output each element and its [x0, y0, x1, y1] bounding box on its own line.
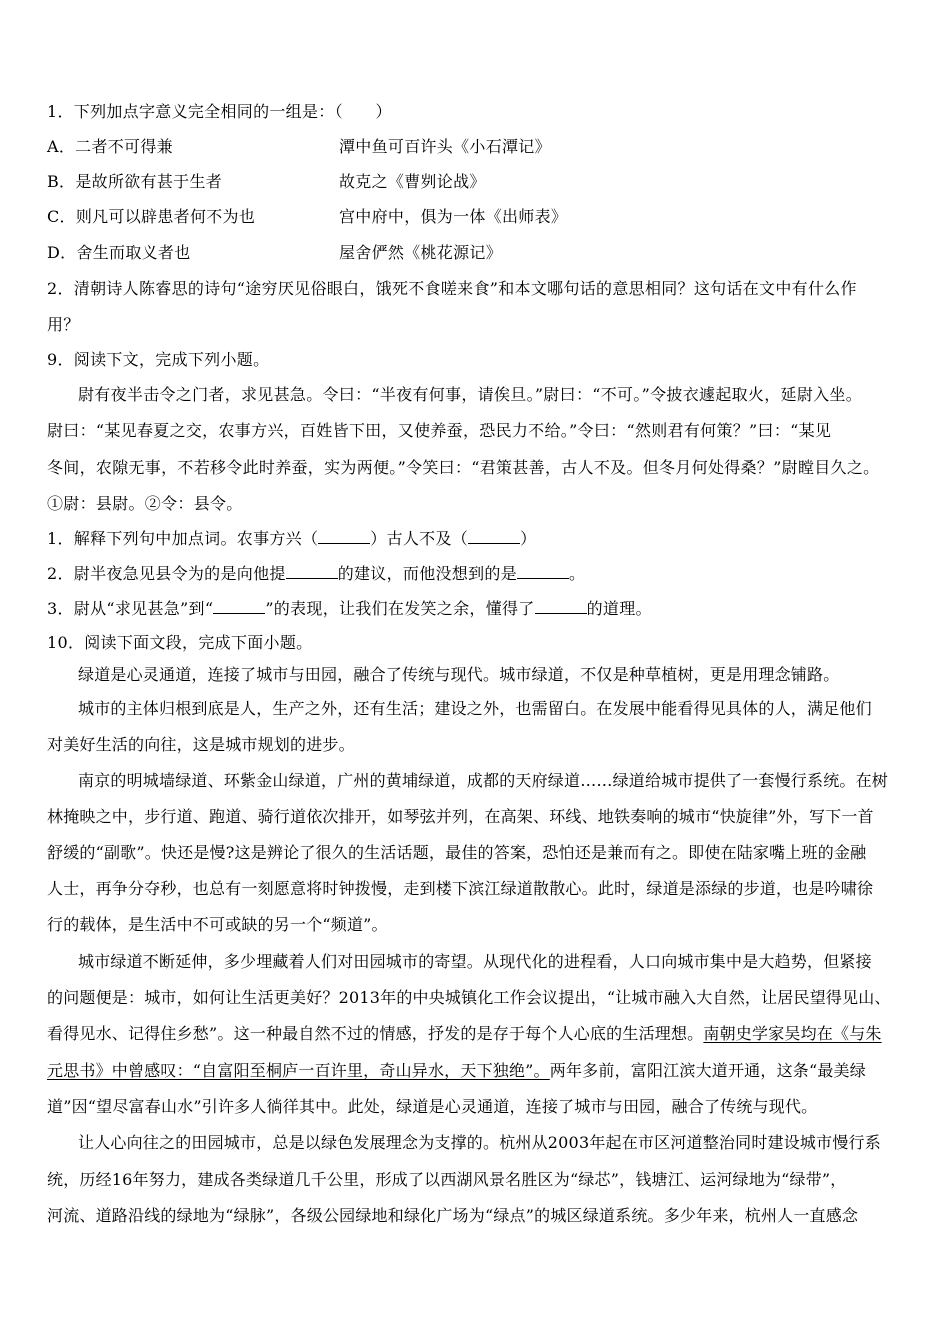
q10-para3-line1: 南京的明城墙绿道、环紫金山绿道，广州的黄埔绿道，成都的天府绿道……绿道给城市提供了一套慢行系统。在树 [78, 771, 889, 790]
q10-para1-line1: 绿道是心灵通道，连接了城市与田园，融合了传统与现代。城市绿道，不仅是种草植树，更是用理念铺路。 [78, 665, 840, 684]
q10-para5-line3: 河流、道路沿线的绿地为“绿脉”，各级公园绿地和绿化广场为“绿点”的城区绿道系统。多少年来，杭州人一直感念 [47, 1206, 859, 1225]
underlined-quote: 南朝史学家吴均在《与朱 [703, 1024, 882, 1043]
q10-para2-line2: 对美好生活的向往，这是城市规划的进步。 [47, 735, 355, 754]
q9-passage-line-3: 冬间，农隙无事，不若移令此时养蚕，实为两便。”令笑曰：“君策甚善，古人不及。但冬月何处得桑？”尉瞠目久之。 [47, 458, 880, 477]
q10-para4-line5: 道”因“望尽富春山水”引许多人徜徉其中。此处，绿道是心灵通道，连接了城市与田园，融合了传统与现代。 [47, 1097, 818, 1116]
answer-blank[interactable] [286, 564, 338, 579]
q9-sub-3: 3．尉从“求见甚急”到“ ”的表现，让我们在发笑之余，懂得了 的道理。 [47, 599, 652, 618]
q9-sub-2: 2．尉半夜急见县令为的是向他提 的建议，而他没想到的是 。 [47, 564, 586, 583]
underlined-quote: 元思书》中曾感叹：“自富阳至桐庐一百许里，奇山异水，天下独绝”。 [47, 1061, 550, 1080]
question-2-line-1: 2．清朝诗人陈睿思的诗句“途穷厌见俗眼白，饿死不食嗟来食”和本文哪句话的意思相同？这句话在文中有什么作 [47, 279, 857, 298]
answer-blank[interactable] [213, 599, 265, 614]
q9-notes: ①尉：县尉。②令：县令。 [47, 494, 243, 513]
option-c: C．则凡可以辟患者何不为也 宫中府中，俱为一体《出师表》 [47, 207, 568, 226]
q10-para4-line1: 城市绿道不断延伸，多少埋藏着人们对田园城市的寄望。从现代化的进程看，人口向城市集中是大趋势，但紧接 [78, 952, 872, 971]
q10-para4-line4: 元思书》中曾感叹：“自富阳至桐庐一百许里，奇山异水，天下独绝”。两年多前，富阳江滨大道开通，这条“最美绿 [47, 1061, 866, 1080]
question-9-title: 9．阅读下文，完成下列小题。 [47, 350, 270, 369]
answer-blank[interactable] [517, 564, 569, 579]
q9-passage-line-1: 尉有夜半击令之门者，求见甚急。令曰：“半夜有何事，请俟旦。”尉曰：“不可。”令披衣遽起取火，延尉入坐。 [78, 385, 863, 404]
question-1-stem: 1．下列加点字意义完全相同的一组是：（ ） [47, 102, 392, 121]
q10-para3-line5: 行的载体，是生活中不可或缺的另一个“频道”。 [47, 915, 388, 934]
answer-blank[interactable] [535, 599, 587, 614]
q10-para3-line3: 舒缓的“副歌”。快还是慢?这是辨论了很久的生活话题，最佳的答案，恐怕还是兼而有之。即使在陆家嘴上班的金融 [47, 843, 867, 862]
q10-para5-line1: 让人心向往之的田园城市，总是以绿色发展理念为支撑的。杭州从2003年起在市区河道整治同时建设城市慢行系 [78, 1133, 881, 1152]
q10-para4-line2: 的问题便是：城市，如何让生活更美好？2013年的中央城镇化工作会议提出，“让城市融入大自然，让居民望得见山、 [47, 988, 891, 1007]
answer-blank[interactable] [468, 529, 520, 544]
q10-para3-line4: 人士，再争分夺秒，也总有一刻愿意将时钟拨慢，走到楼下滨江绿道散散心。此时，绿道是添绿的步道，也是吟啸徐 [47, 879, 874, 898]
q9-sub-1: 1．解释下列句中加点词。农事方兴（ ）古人不及（ ） [47, 529, 537, 548]
question-10-title: 10．阅读下面文段，完成下面小题。 [47, 633, 313, 652]
q10-para4-line3: 看得见水、记得住乡愁”。这一种最自然不过的情感，抒发的是存于每个人心底的生活理想。南朝史学家吴均在《与朱 [47, 1024, 882, 1043]
q10-para5-line2: 统，历经16年努力，建成各类绿道几千公里，形成了以西湖风景名胜区为“绿芯”，钱塘江、运河绿地为“绿带”， [47, 1170, 847, 1189]
q10-para2-line1: 城市的主体归根到底是人，生产之外，还有生活；建设之外，也需留白。在发展中能看得见具体的人，满足他们 [78, 699, 872, 718]
q10-para3-line2: 林掩映之中，步行道、跑道、骑行道依次排开，如琴弦并列，在高架、环线、地铁奏响的城市“快旋律”外，写下一首 [47, 807, 874, 826]
q9-passage-line-2: 尉曰：“某见春夏之交，农事方兴，百姓皆下田，又使养蚕，恐民力不给。”令曰：“然则君有何策？”曰：“某见 [47, 421, 832, 440]
answer-blank[interactable] [318, 529, 370, 544]
option-d: D．舍生而取义者也 屋舍俨然《桃花源记》 [47, 243, 503, 262]
option-a: A．二者不可得兼 潭中鱼可百许头《小石潭记》 [47, 137, 551, 156]
question-2-line-2: 用？ [47, 315, 80, 334]
option-b: B．是故所欲有甚于生者 故克之《曹刿论战》 [47, 172, 486, 191]
